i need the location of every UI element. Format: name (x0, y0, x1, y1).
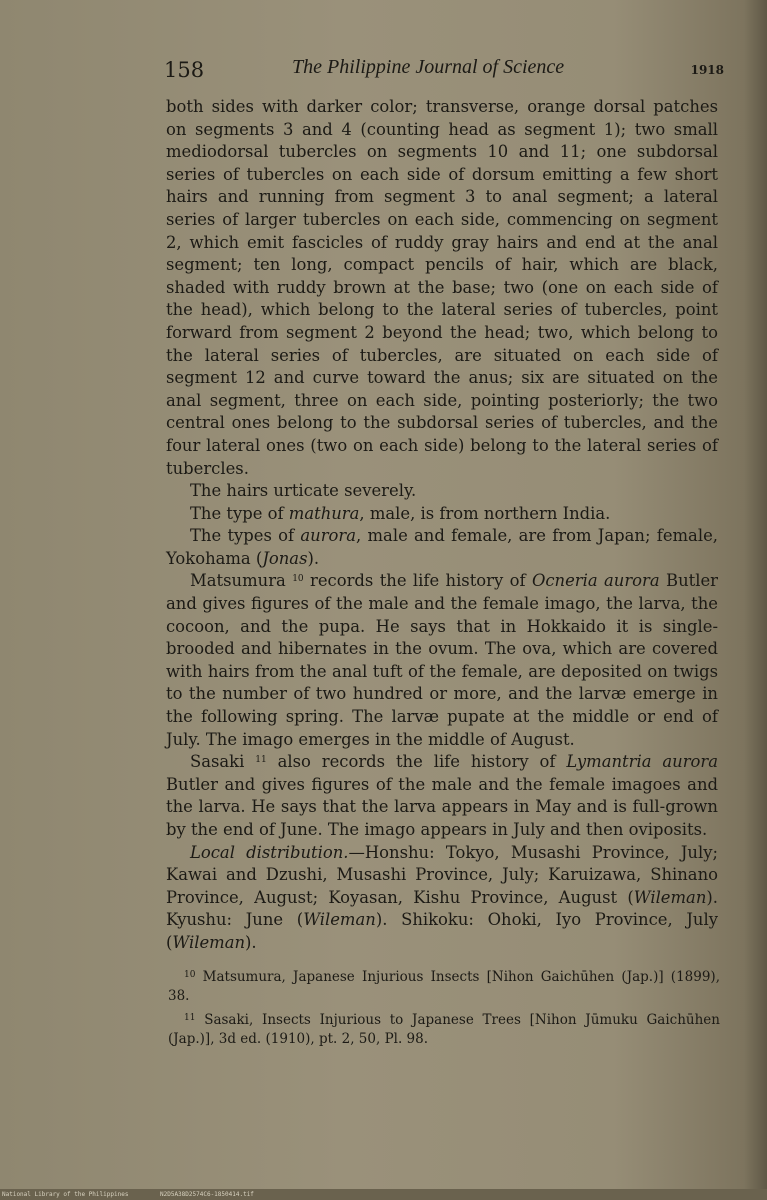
library-credit: National Library of the Philippines (2, 1191, 129, 1198)
text-run: The types of (190, 526, 301, 546)
paragraph (166, 525, 718, 570)
paragraph (166, 751, 718, 841)
text-run: Butler and gives figures of the male and the female imago, the larva, the cocoon, and the pupa. He says that in Hokkaido it is single-brooded and hibernates in the ovum. The ova, which are covered with hairs from the anal tuft of the female, are deposited on twigs to the number of two hundred or more, and the larvæ emerge in the following spring. The larvæ pupate at the middle or end of July. The imago emerges in the middle of August. (166, 571, 718, 749)
text-run: Butler and gives figures of the male and the female imagoes and the larva. He says that the larva appears in May and is full-grown by the end of June. The imago appears in July and then oviposits. (166, 774, 718, 839)
paragraph (166, 96, 718, 480)
italic-text: Wileman (303, 910, 376, 930)
text-run: records the life history of (303, 571, 532, 591)
text-run: The hairs urticate severely. (190, 481, 417, 501)
running-header (164, 54, 724, 88)
text-run: Sasaki (190, 752, 256, 772)
footnote-ref: 11 (255, 755, 267, 766)
text-run: ). Kyushu: June ( (166, 887, 718, 930)
italic-text: aurora (300, 526, 357, 546)
text-run: —Honshu: Tokyo, Musashi Province, July; Kawai and Dzushi, Musashi Province, July; Karuizawa, Shinano Province, August; Koyasan, Kishu Province, August ( (166, 842, 718, 907)
italic-text: mathura (288, 503, 360, 523)
text-run: both sides with darker color; transverse, orange dorsal patches on segments 3 and 4 (counting head as segment 1); two small mediodorsal tubercles on segments 10 and 11; one subdorsal series of tubercles on each side of dorsum emitting a few short hairs and running from segment 3 to anal segment; a lateral series of larger tubercles on each side, commencing on segment 2, which emit fascicles of ruddy gray hairs and end at the anal segment; ten long, compact pencils of hair, which are black, shaded with ruddy brown at the base; two (one on each side of the head), which belong to the lateral series of tubercles, point forward from segment 2 beyond the head; two, which belong to the lateral series of tubercles, are situated on each side of segment 12 and curve toward the anus; six are situated on the anal segment, three on each side, pointing posteriorly; the two central ones belong to the subdorsal series of tubercles, and the four lateral ones (two on each side) belong to the lateral series of tubercles. (166, 97, 718, 478)
text-run: ). Shikoku: Ohoki, Iyo Province, July ( (166, 910, 718, 952)
text-run: Sasaki, Insects Injurious to Japanese Trees [Nihon Jūmuku Gaichūhen (Jap.)], 3d ed. (1910), pt. 2, 50, Pl. 98. (168, 1012, 720, 1047)
italic-text: Wileman (633, 887, 707, 907)
italic-text: Lymantria aurora (566, 752, 718, 772)
journal-title: The Philippine Journal of Science (292, 56, 565, 78)
body-text (166, 96, 718, 955)
italic-text: Jonas (262, 548, 308, 568)
paragraph (166, 480, 718, 503)
journal-year: 1918 (690, 63, 724, 77)
paragraph (166, 570, 718, 751)
paragraph (166, 503, 718, 526)
text-run: Matsumura (190, 571, 293, 591)
footnote-ref: 10 (184, 970, 196, 980)
text-run: ). (245, 932, 257, 952)
scan-file-id: N2D5A38D2574C6-1850414.tif (160, 1191, 254, 1198)
text-run: , male, is from northern India. (359, 503, 611, 523)
italic-text: Local distribution. (190, 842, 349, 862)
italic-text: Wileman (172, 932, 246, 952)
text-run: ). (307, 548, 320, 568)
text-run: The type of (190, 503, 289, 523)
text-run: Matsumura, Japanese Injurious Insects [Nihon Gaichūhen (Jap.)] (1899), 38. (168, 969, 720, 1004)
paragraph (166, 842, 718, 955)
footnote (168, 1011, 720, 1049)
footnote (168, 968, 720, 1006)
italic-text: Ocneria aurora (531, 571, 660, 591)
footnotes (168, 968, 720, 1054)
text-run: , male and female, are from Japan; female, Yokohama ( (166, 526, 718, 568)
footnote-ref: 11 (184, 1013, 196, 1023)
page-number: 158 (164, 58, 205, 82)
text-run: also records the life history of (266, 752, 567, 772)
footnote-ref: 10 (292, 574, 304, 585)
